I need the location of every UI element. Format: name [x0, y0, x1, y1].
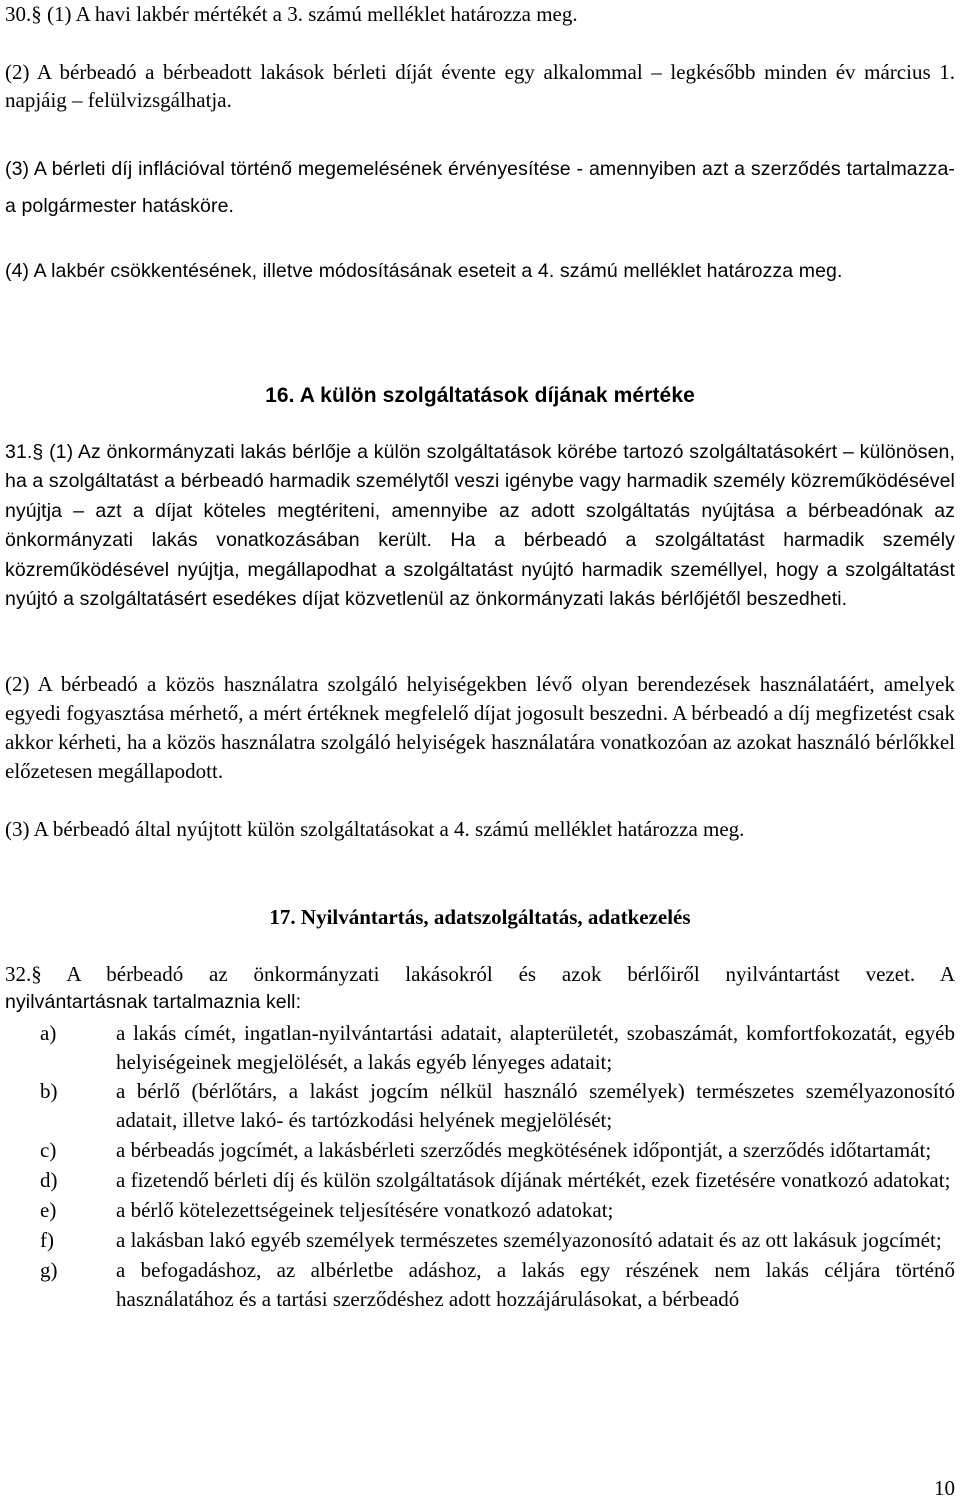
list-item-a [5, 1019, 955, 1077]
list-label: f) [40, 1228, 54, 1252]
paragraph-31-2: (2) A bérbeadó a közös használatra szolgáló helyiségekben lévő olyan berendezések használatáért, amelyek egyedi fogyasztása mérhető, a mért értéknek megfelelő díjat jogosult beszedni. A bérbeadó a díj megfizetést csak akkor kérheti, ha a közös használatra szolgáló helyiségek használatára vonatkozóan az azokat használó bérlőkkel előzetesen megállapodott. [5, 672, 955, 783]
list-item-b [5, 1077, 955, 1135]
list-item-e [5, 1196, 955, 1225]
paragraph-31-3: (3) A bérbeadó által nyújtott külön szolgáltatásokat a 4. számú melléklet határozza meg. [5, 817, 745, 841]
paragraph-30-3: (3) A bérleti díj inflációval történő megemelésének érvényesítése - amennyiben azt a szerződés tartalmazza- a polgármester hatásköre. [5, 158, 955, 217]
paragraph-31-1: 31.§ (1) Az önkormányzati lakás bérlője a külön szolgáltatások körébe tartozó szolgáltatásokért – különösen, ha a szolgáltatást a bérbeadó harmadik személytől veszi igénybe vagy harmadik személy közreműködésével nyújtja – azt a díjat köteles megtériteni, amennyibe az adott szolgáltatás nyújtása a bérbeadónak az önkormányzati lakás vonatkozásában került. Ha a bérbeadó a szolgáltatást harmadik személy közreműködésével nyújtja, megállapodhat a szolgáltatást nyújtó harmadik személlyel, hogy a szolgáltatást nyújtó a szolgáltatásért esedékes díjat közvetlenül az önkormányzati lakás bérlőjétől beszedheti. [5, 441, 955, 611]
list-text: a fizetendő bérleti díj és külön szolgáltatások díjának mértékét, ezek fizetésére vonatkozó adatokat; [116, 1168, 951, 1192]
section-heading-16: 16. A külön szolgáltatások díjának mértéke [265, 384, 695, 407]
list-text: a befogadáshoz, az albérletbe adáshoz, a lakás egy részének nem lakás céljára történő használatához és a tartási szerződéshez adott hozzájárulásokat, a bérbeadó [116, 1258, 955, 1311]
list-text: a lakás címét, ingatlan-nyilvántartási adatait, alapterületét, szobaszámát, komfortfokozatát, egyéb helyiségeinek megjelölését, a lakás egyéb lényeges adatait; [116, 1021, 955, 1074]
list-text: a bérbeadás jogcímét, a lakásbérleti szerződés megkötésének időpontját, a szerződés időtartamát; [116, 1138, 932, 1162]
paragraph-30-4: (4) A lakbér csökkentésének, illetve módosításának eseteit a 4. számú melléklet határozza meg. [5, 260, 843, 282]
paragraph-30-2: (2) A bérbeadó a bérbeadott lakások bérleti díját évente egy alkalommal – legkésőbb minden év március 1. napjáig – felülvizsgálhatja. [5, 60, 955, 112]
list-label: b) [40, 1079, 58, 1103]
list-item-f [5, 1226, 955, 1255]
list-text: a lakásban lakó egyéb személyek természetes személyazonosító adatait és az ott lakásuk jogcímét; [116, 1228, 942, 1252]
section-heading-17: 17. Nyilvántartás, adatszolgáltatás, adatkezelés [269, 905, 691, 929]
list-text: a bérlő (bérlőtárs, a lakást jogcím nélkül használó személyek) természetes személyazonosító adatait, illetve lakó- és tartózkodási helyének megjelölését; [116, 1079, 955, 1132]
list-label: c) [40, 1138, 57, 1162]
list-text: a bérlő kötelezettségeinek teljesítésére vonatkozó adatokat; [116, 1198, 614, 1222]
paragraph-32-intro-line1: 32.§ A bérbeadó az önkormányzati lakásokról és azok bérlőiről nyilvántartást vezet. A [5, 962, 955, 986]
list-item-c [5, 1136, 955, 1165]
list-item-d [5, 1166, 955, 1195]
list-label: e) [40, 1198, 57, 1222]
list-label: g) [40, 1258, 58, 1282]
list-item-g [5, 1256, 955, 1314]
data-list [5, 1019, 955, 1314]
list-label: a) [40, 1021, 57, 1045]
paragraph-32-intro-line2: nyilvántartásnak tartalmaznia kell: [5, 991, 302, 1013]
paragraph-30-1: 30.§ (1) A havi lakbér mértékét a 3. számú melléklet határozza meg. [5, 2, 578, 26]
page-number: 10 [934, 1476, 955, 1500]
list-label: d) [40, 1168, 58, 1192]
